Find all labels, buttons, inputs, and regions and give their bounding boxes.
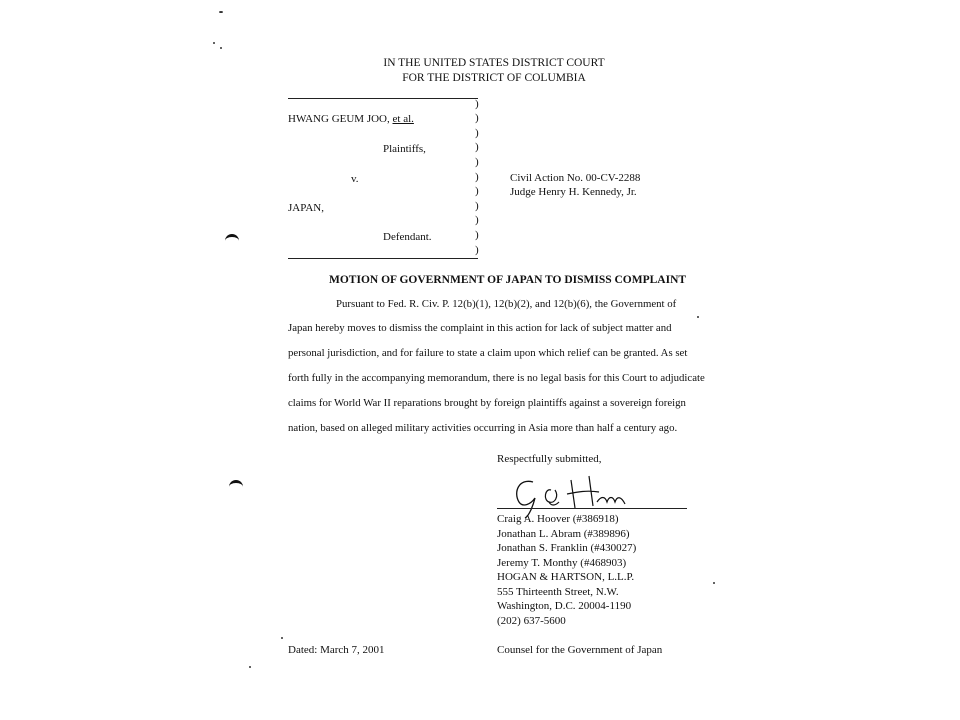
scan-speck (697, 316, 699, 318)
plaintiff-name (288, 113, 414, 125)
plaintiff-name-text: HWANG GEUM JOO, (288, 113, 390, 125)
court-name-line2: FOR THE DISTRICT OF COLUMBIA (402, 72, 586, 84)
counsel-line: Jonathan S. Franklin (#430027) (497, 542, 637, 554)
plaintiffs-label: Plaintiffs, (383, 143, 426, 155)
motion-body-line: forth fully in the accompanying memorandum, there is no legal basis for this Court to adjudicate (288, 372, 705, 384)
caption-paren: ) (475, 185, 479, 197)
scan-speck (249, 666, 251, 668)
civil-action-number: Civil Action No. 00-CV-2288 (510, 172, 641, 184)
dated-line: Dated: March 7, 2001 (288, 644, 385, 656)
motion-title: MOTION OF GOVERNMENT OF JAPAN TO DISMISS COMPLAINT (329, 274, 687, 286)
punch-hole-mark (225, 234, 239, 245)
caption-paren: ) (475, 141, 479, 153)
scan-speck (281, 637, 283, 639)
defendant-name: JAPAN, (288, 202, 324, 214)
punch-hole-mark (229, 480, 243, 491)
signature-rule (497, 508, 687, 509)
counsel-line: Jonathan L. Abram (#389896) (497, 528, 630, 540)
court-name-line1: IN THE UNITED STATES DISTRICT COURT (383, 57, 605, 69)
scan-speck (713, 582, 715, 584)
scan-speck (219, 11, 223, 13)
motion-body-line: Pursuant to Fed. R. Civ. P. 12(b)(1), 12(b)(2), and 12(b)(6), the Government of (336, 298, 677, 310)
et-al: et al. (392, 113, 414, 125)
judge-name: Judge Henry H. Kennedy, Jr. (510, 186, 637, 198)
defendant-label: Defendant. (383, 231, 432, 243)
counsel-for: Counsel for the Government of Japan (497, 644, 663, 656)
firm-phone: (202) 637-5600 (497, 615, 566, 627)
firm-address: 555 Thirteenth Street, N.W. (497, 586, 619, 598)
motion-body-line: personal jurisdiction, and for failure to state a claim upon which relief can be granted. As set (288, 347, 688, 359)
caption-paren: ) (475, 156, 479, 168)
firm-city: Washington, D.C. 20004-1190 (497, 600, 632, 612)
firm-name: HOGAN & HARTSON, L.L.P. (497, 571, 635, 583)
counsel-line: Craig A. Hoover (#386918) (497, 513, 619, 525)
scan-speck (220, 47, 222, 49)
caption-paren: ) (475, 200, 479, 212)
motion-body-line: claims for World War II reparations brought by foreign plaintiffs against a sovereign foreign (288, 397, 686, 409)
scan-speck (213, 42, 215, 44)
caption-paren: ) (475, 244, 479, 256)
caption-paren: ) (475, 98, 479, 110)
caption-paren: ) (475, 171, 479, 183)
caption-paren: ) (475, 229, 479, 241)
caption-paren: ) (475, 127, 479, 139)
caption-bottom-rule (288, 258, 478, 259)
versus: v. (351, 173, 359, 185)
counsel-line: Jeremy T. Monthy (#468903) (497, 557, 627, 569)
caption-top-rule (288, 98, 478, 99)
motion-body-line: nation, based on alleged military activities occurring in Asia more than half a century ago. (288, 422, 678, 434)
closing: Respectfully submitted, (497, 453, 602, 465)
motion-body-line: Japan hereby moves to dismiss the complaint in this action for lack of subject matter and (288, 322, 672, 334)
caption-paren: ) (475, 112, 479, 124)
caption-paren: ) (475, 214, 479, 226)
